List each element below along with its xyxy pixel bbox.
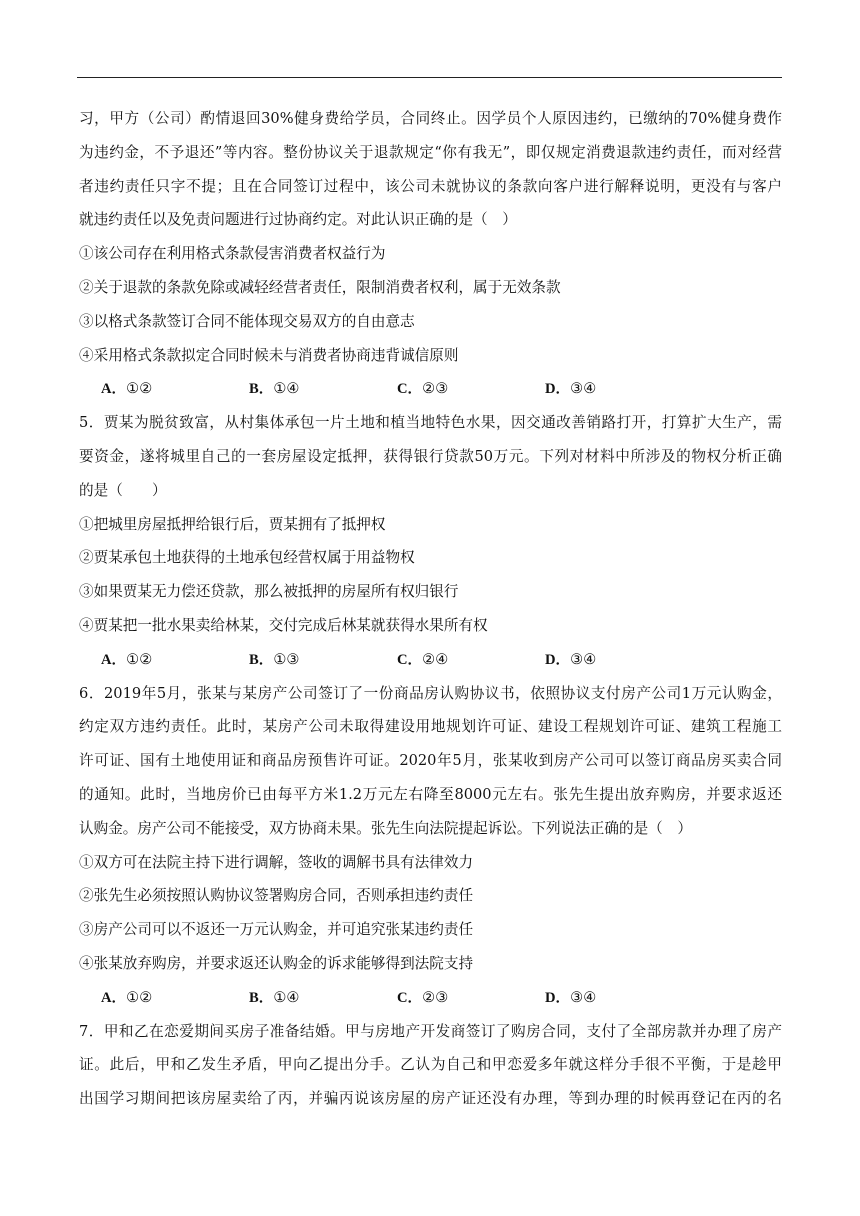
q4-stem-line-2: 为违约金，不予退还”等内容。整份协议关于退款规定“你有我无”，即仅规定消费退款违约责任，而对经营 [79,143,782,161]
q5-stem-line-3: 的是（ ） [79,481,167,499]
q5-option-a[interactable] [101,647,249,681]
q4-statement-2: ②关于退款的条款免除或减轻经营者责任，限制消费者权利，属于无效条款 [79,278,561,296]
q6-option-b[interactable] [249,985,397,1019]
option-label: D． [545,989,571,1006]
option-text: ③④ [570,380,597,398]
q6-stem-line-3: 许可证、国有土地使用证和商品房预售许可证。2020年5月，张某收到房产公司可以签订商品房买卖合同 [79,752,782,770]
option-label: C． [397,989,423,1006]
option-text: ③④ [570,650,597,668]
q5-statement-1: ①把城里房屋抵押给银行后，贾某拥有了抵押权 [79,515,386,533]
q4-option-d[interactable] [545,376,693,410]
option-text: ③④ [570,988,597,1006]
option-label: C． [397,381,423,398]
q6-option-d[interactable] [545,985,693,1019]
option-text: ①② [126,988,153,1006]
q5-option-d[interactable] [545,647,693,681]
option-label: B． [249,989,274,1006]
q6-statement-2: ②张先生必须按照认购协议签署购房合同，否则承担违约责任 [79,887,474,905]
option-text: ②③ [422,988,449,1006]
q6-stem-line-1: 6．2019年5月，张某与某房产公司签订了一份商品房认购协议书，依照协议支付房产公司1万元认购金， [79,684,782,702]
q5-statement-2: ②贾某承包土地获得的土地承包经营权属于用益物权 [79,549,415,567]
option-text: ②④ [422,650,449,668]
q4-stem-line-4: 就违约责任以及免责问题进行过协商约定。对此认识正确的是（ ） [79,211,517,229]
option-label: B． [249,651,274,668]
q5-option-c[interactable] [397,647,545,681]
q6-statement-1: ①双方可在法院主持下进行调解，签收的调解书具有法律效力 [79,853,474,871]
q5-options [79,647,782,681]
q4-stem-line-3: 者违约责任只字不提；且在合同签订过程中，该公司未就协议的条款向客户进行解释说明，更没有与客户 [79,177,782,195]
q7-stem-line-3: 出国学习期间把该房屋卖给了丙，并骗丙说该房屋的房产证还没有办理，等到办理的时候再登记在丙的名 [79,1090,782,1108]
q4-statement-1: ①该公司存在利用格式条款侵害消费者权益行为 [79,245,386,263]
q6-option-c[interactable] [397,985,545,1019]
q5-statement-4: ④贾某把一批水果卖给林某，交付完成后林某就获得水果所有权 [79,616,488,634]
q4-statement-4: ④采用格式条款拟定合同时候未与消费者协商违背诚信原则 [79,346,459,364]
q5-stem-line-2: 要资金，遂将城里自己的一套房屋设定抵押，获得银行贷款50万元。下列对材料中所涉及的物权分析正确 [79,447,782,465]
q5-option-b[interactable] [249,647,397,681]
q6-options [79,985,782,1019]
option-text: ①④ [273,380,300,398]
option-label: B． [249,381,274,398]
q4-statement-3: ③以格式条款签订合同不能体现交易双方的自由意志 [79,312,415,330]
option-text: ①③ [273,650,300,668]
q6-stem-line-5: 认购金。房产公司不能接受，双方协商未果。张先生向法院提起诉讼。下列说法正确的是（ ） [79,819,692,837]
q6-statement-3: ③房产公司可以不返还一万元认购金，并可追究张某违约责任 [79,921,474,939]
header-rule [77,77,782,78]
q5-stem-line-1: 5．贾某为脱贫致富，从村集体承包一片土地和植当地特色水果，因交通改善销路打开，打算扩大生产，需 [79,414,782,432]
option-label: D． [545,381,571,398]
page-content [79,106,782,1120]
option-text: ①② [126,650,153,668]
q7-stem-line-2: 证。此后，甲和乙发生矛盾，甲向乙提出分手。乙认为自己和甲恋爱多年就这样分手很不平衡，于是趁甲 [79,1056,782,1074]
option-text: ①② [126,380,153,398]
option-text: ②③ [422,380,449,398]
q4-stem-line-1: 习，甲方（公司）酌情退回30%健身费给学员，合同终止。因学员个人原因违约，已缴纳的70%健身费作 [79,110,782,127]
q7-stem-line-1: 7．甲和乙在恋爱期间买房子准备结婚。甲与房地产开发商签订了购房合同，支付了全部房款并办理了房产 [79,1022,782,1040]
q4-option-c[interactable] [397,376,545,410]
option-text: ①④ [273,988,300,1006]
q6-stem-line-2: 约定双方违约责任。此时，某房产公司未取得建设用地规划许可证、建设工程规划许可证、建筑工程施工 [79,718,782,736]
q4-option-a[interactable] [101,376,249,410]
option-label: D． [545,651,571,668]
q6-statement-4: ④张某放弃购房，并要求返还认购金的诉求能够得到法院支持 [79,954,474,972]
q4-option-b[interactable] [249,376,397,410]
option-label: A． [101,989,127,1006]
option-label: C． [397,651,423,668]
q5-statement-3: ③如果贾某无力偿还贷款，那么被抵押的房屋所有权归银行 [79,583,459,601]
q4-options [79,376,782,410]
q6-option-a[interactable] [101,985,249,1019]
q6-stem-line-4: 的通知。此时，当地房价已由每平方米1.2万元左右降至8000元左右。张先生提出放弃购房，并要求返还 [79,785,782,803]
option-label: A． [101,651,127,668]
option-label: A． [101,381,127,398]
